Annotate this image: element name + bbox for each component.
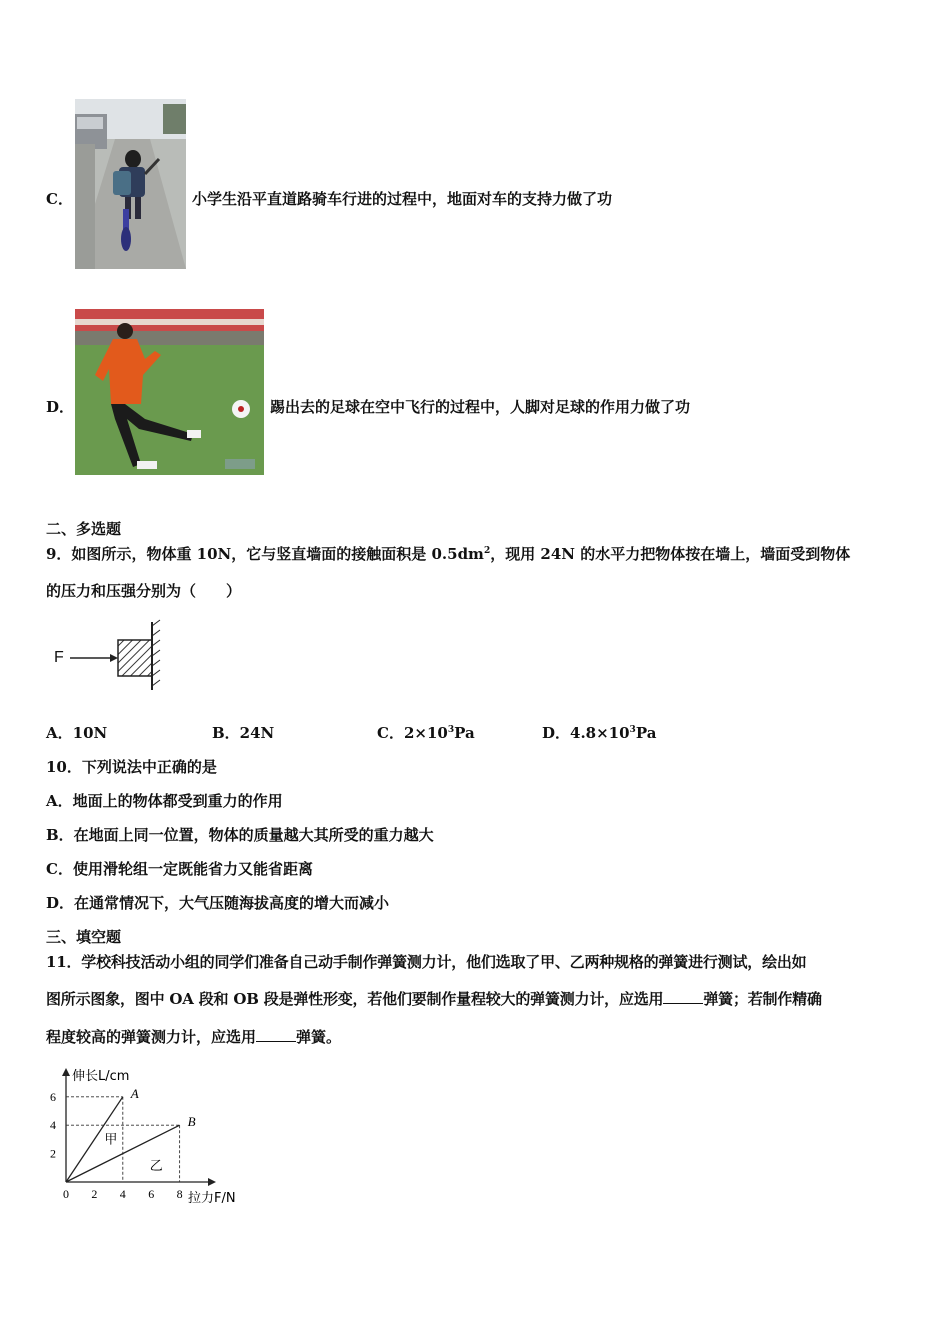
- q9-stem-line1: 9．如图所示，物体重 10N，它与竖直墙面的接触面积是 $0.5dm^2$，现用 24N 的水平力把物体按在墙上，墙面受到物体: [46, 545, 851, 563]
- option-c-text: 小学生沿平直道路骑车行进的过程中，地面对车的支持力做了功: [192, 190, 613, 208]
- block: [118, 640, 152, 676]
- q9-stem-line2: 的压力和压强分别为（ ）: [46, 582, 242, 600]
- x-tick-6: 6: [148, 1187, 155, 1201]
- q10-option-b: B．在地面上同一位置，物体的质量越大其所受的重力越大: [46, 826, 434, 844]
- y-tick-4: 4: [50, 1118, 56, 1133]
- q9-option-b: B．24N: [212, 724, 275, 742]
- q11-stem-line2: 图所示图象，图中 OA 段和 OB 段是弹性形变，若他们要制作量程较大的弹簧测力计，应选用 弹簧；若制作精确: [46, 990, 822, 1008]
- y-tick-6: 6: [50, 1089, 56, 1104]
- q10-stem: 10．下列说法中正确的是: [46, 758, 217, 776]
- q11-stem-line3: 程度较高的弹簧测力计，应选用 弹簧。: [46, 1028, 342, 1046]
- point-label-B: B: [187, 1114, 196, 1130]
- q11-stem-line1: 11．学校科技活动小组的同学们准备自己动手制作弹簧测力计，他们选取了甲、乙两种规格的弹簧进行测试，绘出如: [46, 953, 807, 971]
- child-riding-scooter-photo: [75, 99, 186, 269]
- option-d-text: 踢出去的足球在空中飞行的过程中，人脚对足球的作用力做了功: [270, 398, 691, 416]
- blank-2: [256, 1027, 296, 1042]
- option-c-label: C．: [46, 190, 73, 208]
- q9-option-a: A．10N: [46, 724, 108, 742]
- point-label-A: A: [130, 1085, 139, 1101]
- boy-kicking-football-photo: [75, 309, 264, 475]
- section-3-title: 三、填空题: [46, 928, 122, 946]
- y-axis-arrow: [62, 1068, 70, 1076]
- y-tick-2: 2: [50, 1146, 56, 1161]
- q10-option-a: A．地面上的物体都受到重力的作用: [46, 792, 283, 810]
- option-d-label: D．: [46, 398, 75, 416]
- force-label: F: [54, 649, 64, 666]
- x-tick-2: 2: [91, 1187, 98, 1201]
- q9-option-d: D．$4.8\times 10^3Pa$: [542, 724, 657, 742]
- x-tick-4: 4: [119, 1187, 126, 1201]
- y-axis-label: 伸长L/cm: [72, 1069, 130, 1084]
- series-label-甲: 甲: [104, 1132, 118, 1148]
- q9-option-c: C．$2\times 10^3Pa$: [377, 724, 475, 742]
- spring-chart: [40, 1060, 270, 1220]
- blank-1: [663, 989, 703, 1004]
- q10-option-c: C．使用滑轮组一定既能省力又能省距离: [46, 860, 313, 878]
- series-label-乙: 乙: [149, 1158, 163, 1174]
- force-wall-figure: [52, 618, 172, 698]
- x-axis-arrow: [208, 1178, 216, 1186]
- x-axis-label: 拉力F/N: [188, 1191, 236, 1206]
- section-2-title: 二、多选题: [46, 520, 122, 538]
- x-tick-8: 8: [176, 1187, 183, 1201]
- q10-option-d: D．在通常情况下，大气压随海拔高度的增大而减小: [46, 894, 390, 912]
- x-tick-0: 0: [63, 1187, 69, 1201]
